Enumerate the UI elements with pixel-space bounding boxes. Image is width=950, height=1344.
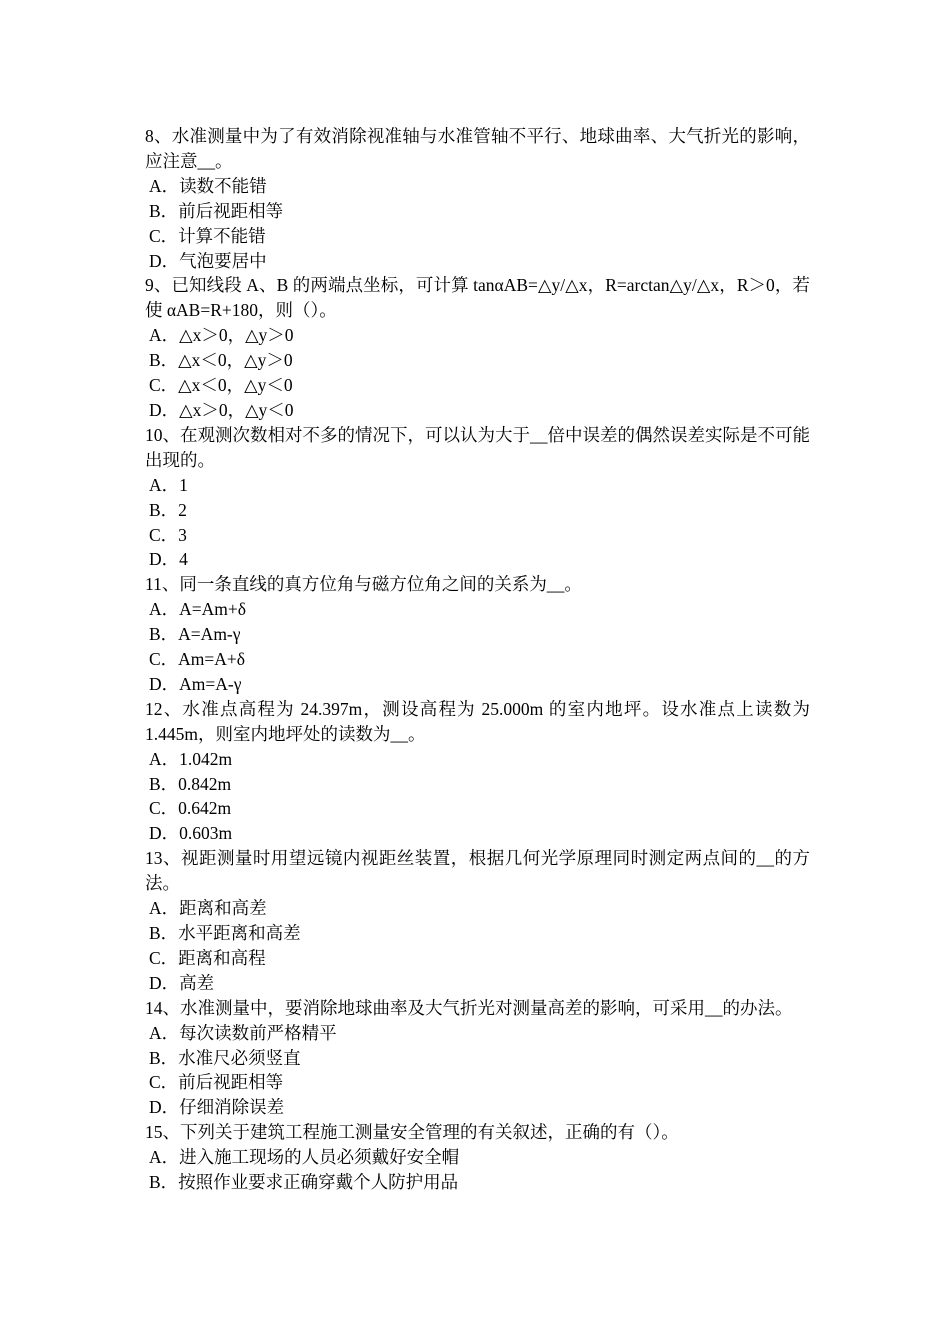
answer-option: A．1.042m [149, 748, 233, 769]
answer-option: A．读数不能错 [149, 175, 267, 196]
question-block [145, 996, 810, 1121]
answer-option: B．水准尺必须竖直 [149, 1047, 301, 1068]
answer-option: A．1 [149, 474, 188, 495]
answer-option: D．仔细消除误差 [149, 1097, 285, 1118]
question-block [145, 273, 810, 422]
answer-option: B．A=Am-γ [149, 624, 241, 645]
answer-option: C．0.642m [149, 798, 232, 819]
answer-option: B．前后视距相等 [149, 200, 284, 221]
question-text: 13、视距测量时用望远镜内视距丝装置，根据几何光学原理同时测定两点间的__的方法。 [145, 848, 810, 894]
question-text: 12、水准点高程为 24.397m，测设高程为 25.000m 的室内地坪。设水准点上读数为 1.445m，则室内地坪处的读数为__。 [145, 698, 810, 744]
question-text: 15、下列关于建筑工程施工测量安全管理的有关叙述，正确的有（）。 [145, 1122, 679, 1143]
question-text: 11、同一条直线的真方位角与磁方位角之间的关系为__。 [145, 574, 582, 595]
answer-option: A．每次读数前严格精平 [149, 1022, 337, 1043]
answer-option: C．前后视距相等 [149, 1072, 284, 1093]
answer-option: A．△x＞0，△y＞0 [149, 325, 294, 346]
answer-option: B．0.842m [149, 773, 232, 794]
question-block [145, 124, 810, 273]
question-text: 10、在观测次数相对不多的情况下，可以认为大于__倍中误差的偶然误差实际是不可能出现的。 [145, 424, 810, 470]
answer-option: C．3 [149, 524, 187, 545]
question-block [145, 572, 810, 697]
answer-option: B．水平距离和高差 [149, 923, 301, 943]
question-text: 14、水准测量中，要消除地球曲率及大气折光对测量高差的影响，可采用__的办法。 [145, 997, 793, 1018]
question-block [145, 846, 810, 995]
question-block [145, 423, 810, 572]
answer-option: B．△x＜0，△y＞0 [149, 350, 293, 371]
question-block [145, 697, 810, 846]
answer-option: C．△x＜0，△y＜0 [149, 375, 293, 396]
question-block [145, 1120, 810, 1195]
answer-option: D．高差 [149, 972, 215, 993]
answer-option: B．2 [149, 499, 187, 520]
answer-option: D．4 [149, 549, 188, 570]
answer-option: B．按照作业要求正确穿戴个人防护用品 [149, 1172, 459, 1193]
question-text: 9、已知线段 A、B 的两端点坐标，可计算 tanαAB=△y/△x，R=arctan△y/△x，R＞0，若使 αAB=R+180，则（）。 [145, 275, 810, 321]
answer-option: C．距离和高程 [149, 947, 266, 968]
answer-option: A．进入施工现场的人员必须戴好安全帽 [149, 1147, 460, 1168]
answer-option: D．Am=A-γ [149, 673, 242, 694]
question-text: 8、水准测量中为了有效消除视准轴与水准管轴不平行、地球曲率、大气折光的影响，应注意__。 [145, 126, 810, 171]
question-list [145, 124, 810, 1195]
answer-option: A．距离和高差 [149, 898, 267, 919]
answer-option: C．Am=A+δ [149, 649, 246, 670]
answer-option: D．0.603m [149, 823, 233, 844]
answer-option: D．气泡要居中 [149, 250, 267, 271]
answer-option: C．计算不能错 [149, 225, 266, 246]
answer-option: A．A=Am+δ [149, 599, 247, 620]
answer-option: D．△x＞0，△y＜0 [149, 399, 294, 420]
